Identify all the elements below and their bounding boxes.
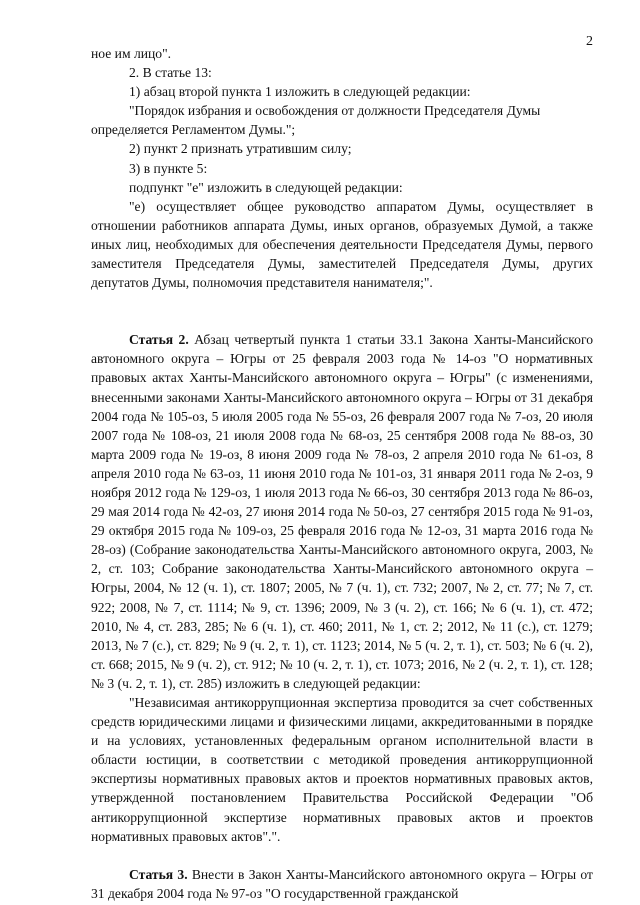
article-2-paragraph — [91, 330, 593, 693]
article-3-text: Внести в Закон Ханты-Мансийского автономного округа – Югры от 31 декабря 2004 года № 97-оз "О государственной гражданской — [91, 866, 593, 901]
page-number: 2 — [586, 34, 593, 49]
document-body — [91, 44, 593, 903]
article-3-paragraph — [91, 865, 593, 903]
paragraph-subpoint-e-text: "е) осуществляет общее руководство аппаратом Думы, осуществляет в отношении работников аппарата Думы, иных органов, образуемых Думой, а также иных лиц, необходимых для обеспечения деятельности Председателя Думы, первого заместителя Председателя Думы, заместителей Председателя Думы, других депутатов Думы, полномочия представителя нанимателя;". — [91, 198, 593, 291]
paragraph-continuation: ное им лицо". — [91, 46, 172, 61]
article-2-text: Абзац четвертый пункта 1 статьи 33.1 Закона Ханты-Мансийского автономного округа – Югры от 25 февраля 2003 года № 14-оз "О нормативных правовых актах Ханты-Мансийского автономного округа – Югры" (с изменениями, внесенными законами Ханты-Мансийского автономного округа – Югры от 31 декабря 2004 года № 105-оз, 5 июля 2005 года № 55-оз, 26 февраля 2007 года № 7-оз, 20 июля 2007 года № 108-оз, 21 июля 2008 года № 68-оз, 25 сентября 2008 года № 88-оз, 30 марта 2009 года № 19-оз, 8 июня 2009 года № 78-оз, 2 апреля 2010 года № 61-оз, 8 апреля 2010 года № 63-оз, 11 июня 2010 года № 101-оз, 31 января 2011 года № 2-оз, 9 ноября 2012 года № 129-оз, 1 июля 2013 года № 66-оз, 30 сентября 2013 года № 86-оз, 29 мая 2014 года № 42-оз, 27 июня 2014 года № 50-оз, 27 сентября 2015 года № 91-оз, 29 октября 2015 года № 109-оз, 25 февраля 2016 года № 12-оз, 31 марта 2016 года № 28-оз) (Собрание законодательства Ханты-Мансийского автономного округа, 2003, № 2, ст. 103; Собрание законодательства Ханты-Мансийского автономного округа – Югры, 2004, № 12 (ч. 1), ст. 1807; 2005, № 7 (ч. 1), ст. 732; 2007, № 2, ст. 77; № 7, ст. 922; 2008, № 7, ст. 1114; № 9, ст. 1396; 2009, № 3 (ч. 2), ст. 166; № 6 (ч. 1), ст. 472; 2010, № 4, ст. 283, 285; № 6 (ч. 1), ст. 460; 2011, № 1, ст. 2; 2012, № 11 (с.), ст. 1279; 2013, № 7 (с.), ст. 829; № 9 (ч. 2, т. 1), ст. 1123; 2014, № 5 (ч. 2, т. 1), ст. 503; № 6 (ч. 2), ст. 668; 2015, № 9 (ч. 2), ст. 912; № 10 (ч. 2, т. 1), ст. 1073; 2016, № 2 (ч. 2, т. 1), ст. 128; № 3 (ч. 2, т. 1), ст. 285) изложить в следующей редакции: — [91, 332, 593, 691]
paragraph-quote-line: "Порядок избрания и освобождения от должности Председателя Думы — [129, 103, 541, 119]
article-2-quote: "Независимая антикоррупционная экспертиза проводится за счет собственных средств юридическими лицами и физическими лицами, аккредитованными в порядке и на условиях, установленных федеральным органом исполнительной власти в области юстиции, в соответствии с методикой проведения антикоррупционной экспертизы нормативных правовых актов и проектов нормативных правовых актов, утвержденной постановлением Правительства Российской Федерации "Об антикоррупционной экспертизе нормативных правовых актов и проектов нормативных правовых актов".". — [91, 695, 593, 844]
paragraph-item-2: 2. В статье 13: — [129, 65, 212, 81]
article-2-title: Статья 2. — [129, 332, 189, 348]
paragraph-subitem-2: 2) пункт 2 признать утратившим силу; — [129, 141, 352, 157]
article-3-title: Статья 3. — [129, 866, 188, 882]
paragraph-subitem-1: 1) абзац второй пункта 1 изложить в следующей редакции: — [129, 84, 471, 100]
paragraph-quote-end: определяется Регламентом Думы."; — [91, 122, 296, 138]
paragraph-subpoint-e: подпункт "е" изложить в следующей редакции: — [129, 179, 403, 195]
paragraph-subitem-3: 3) в пункте 5: — [129, 160, 208, 176]
